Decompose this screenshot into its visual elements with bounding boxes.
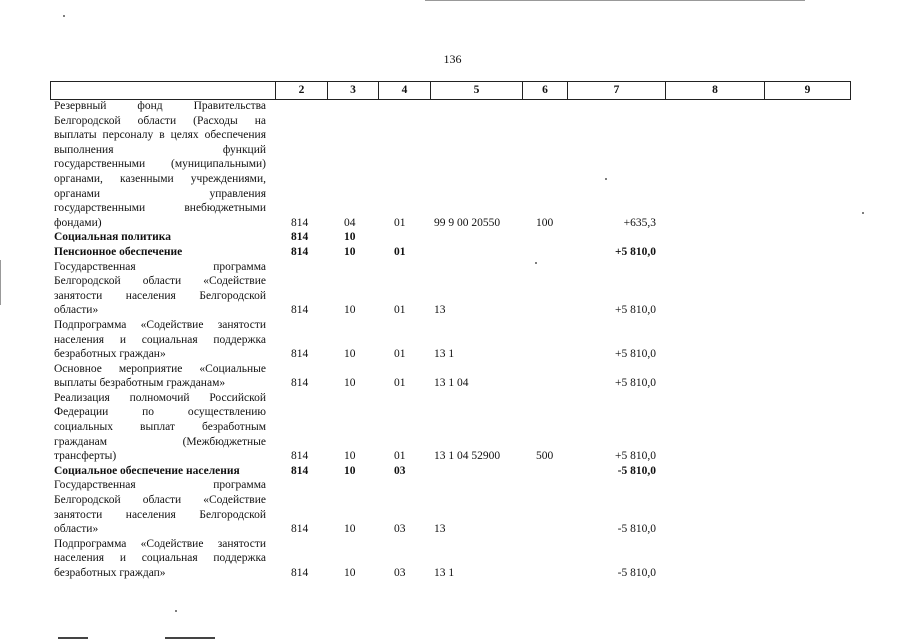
description-line: Социальное обеспечение населения [54, 464, 240, 477]
cell-col-2: 814 [291, 377, 309, 390]
row-description [54, 318, 266, 362]
header-cell-2: 2 [276, 82, 328, 100]
cell-col-4: 01 [394, 348, 406, 361]
description-line: выполнения функций [54, 143, 266, 156]
row-description [54, 230, 266, 245]
description-line: Белгородской области (Расходы на [54, 114, 266, 127]
description-line: государственными внебюджетными [54, 202, 266, 215]
cell-col-7: +5 810,0 [615, 348, 656, 361]
cell-col-7: +635,3 [623, 216, 656, 229]
header-cell-4: 4 [379, 82, 431, 100]
description-line: выплаты безработным гражданам» [54, 377, 226, 390]
cell-col-3: 10 [344, 567, 356, 579]
cell-col-2: 814 [291, 464, 309, 477]
description-line: Пенсионное обеспечение [54, 245, 183, 258]
table-row [54, 260, 854, 318]
table-row [54, 230, 854, 245]
description-line: социальных выплат безработным [54, 421, 266, 434]
cell-col-4: 03 [394, 567, 406, 579]
table-row [54, 464, 854, 479]
cell-col-4: 01 [394, 377, 406, 390]
cell-col-3: 10 [344, 231, 356, 244]
scan-speck [535, 262, 537, 264]
table-row [54, 245, 854, 260]
row-description [54, 99, 266, 230]
cell-col-3: 10 [344, 348, 356, 361]
cell-col-5: 13 1 04 52900 [434, 450, 501, 463]
page-number: 136 [443, 52, 462, 66]
description-line: органами управления [54, 187, 266, 200]
description-line: Основное мероприятие «Социальные [54, 362, 266, 375]
scan-edge-line [425, 0, 805, 1]
cell-col-5: 99 9 00 20550 [434, 216, 501, 229]
header-cell-3: 3 [328, 82, 379, 100]
cell-col-3: 10 [344, 450, 356, 463]
row-description [54, 362, 266, 391]
cell-col-4: 01 [394, 216, 406, 229]
description-line: безработных граждан» [54, 348, 166, 361]
cell-col-2: 814 [291, 245, 309, 258]
cell-col-7: +5 810,0 [615, 377, 656, 390]
cell-col-2: 814 [291, 304, 309, 317]
header-cell-1 [51, 82, 276, 100]
cell-col-2: 814 [291, 450, 309, 463]
table-row [54, 99, 854, 230]
description-line: занятости населения Белгородской [54, 508, 266, 521]
description-line: Резервный фонд Правительства [54, 100, 266, 112]
description-line: Государственная программа [54, 260, 266, 273]
description-line: трансферты) [54, 450, 117, 463]
description-line: Государственная программа [54, 479, 266, 492]
cell-col-2: 814 [291, 523, 309, 536]
scan-mark [58, 637, 88, 639]
cell-col-3: 10 [344, 464, 356, 477]
description-line: населения и социальная поддержка [54, 333, 266, 346]
column-number-header [50, 81, 851, 100]
header-cell-7: 7 [568, 82, 666, 100]
cell-col-4: 01 [394, 245, 406, 258]
cell-col-2: 814 [291, 567, 309, 579]
cell-col-7: +5 810,0 [615, 450, 656, 463]
table-row [54, 391, 854, 464]
description-line: Подпрограмма «Содействие занятости [54, 537, 266, 550]
cell-col-7: +5 810,0 [615, 304, 656, 317]
cell-col-7: -5 810,0 [617, 464, 656, 477]
row-description [54, 245, 266, 260]
description-line: Белгородской области «Содействие [54, 275, 266, 288]
cell-col-4: 01 [394, 304, 406, 317]
cell-col-5: 13 [434, 523, 446, 536]
budget-table-body [54, 99, 854, 581]
scan-speck [175, 610, 177, 612]
cell-col-7: -5 810,0 [617, 567, 656, 579]
table-row [54, 318, 854, 362]
description-line: фондами) [54, 216, 102, 229]
cell-col-6: 500 [536, 450, 554, 463]
description-line: Подпрограмма «Содействие занятости [54, 318, 266, 331]
header-cell-9: 9 [765, 82, 851, 100]
description-line: Федерации по осуществлению [54, 406, 266, 419]
description-line: безработных граждап» [54, 567, 166, 579]
scan-speck [63, 15, 65, 17]
description-line: занятости населения Белгородской [54, 289, 266, 302]
cell-col-5: 13 1 04 [434, 377, 469, 390]
header-cell-5: 5 [431, 82, 523, 100]
scan-speck [605, 178, 607, 180]
cell-col-5: 13 [434, 304, 446, 317]
cell-col-7: -5 810,0 [617, 523, 656, 536]
row-description [54, 391, 266, 464]
cell-col-3: 10 [344, 377, 356, 390]
table-row [54, 537, 854, 581]
description-line: области» [54, 523, 99, 536]
cell-col-2: 814 [291, 231, 309, 244]
cell-col-6: 100 [536, 216, 554, 229]
cell-col-5: 13 1 [434, 567, 455, 579]
description-line: выплаты персоналу в целях обеспечения [54, 129, 266, 142]
cell-col-2: 814 [291, 216, 309, 229]
description-line: государственными (муниципальными) [54, 158, 266, 171]
cell-col-3: 04 [344, 216, 356, 229]
row-description [54, 478, 266, 536]
cell-col-5: 13 1 [434, 348, 455, 361]
description-line: населения и социальная поддержка [54, 552, 266, 565]
header-cell-6: 6 [523, 82, 568, 100]
cell-col-3: 10 [344, 304, 356, 317]
scan-speck [862, 212, 864, 214]
cell-col-4: 01 [394, 450, 406, 463]
row-description [54, 464, 266, 479]
description-line: гражданам (Межбюджетные [54, 435, 266, 448]
description-line: области» [54, 304, 99, 317]
table-row [54, 362, 854, 391]
cell-col-4: 03 [394, 523, 406, 536]
cell-col-3: 10 [344, 245, 356, 258]
cell-col-2: 814 [291, 348, 309, 361]
description-line: Социальная политика [54, 231, 171, 244]
cell-col-7: +5 810,0 [614, 245, 656, 258]
description-line: Реализация полномочий Российской [54, 391, 266, 404]
table-row [54, 478, 854, 536]
scan-mark [165, 637, 215, 639]
row-description [54, 537, 266, 581]
row-description [54, 260, 266, 318]
cell-col-3: 10 [344, 523, 356, 536]
header-cell-8: 8 [666, 82, 765, 100]
description-line: Белгородской области «Содействие [54, 494, 266, 507]
cell-col-4: 03 [394, 464, 406, 477]
scan-edge-line [0, 260, 1, 305]
description-line: органами, казенными учреждениями, [54, 172, 266, 185]
